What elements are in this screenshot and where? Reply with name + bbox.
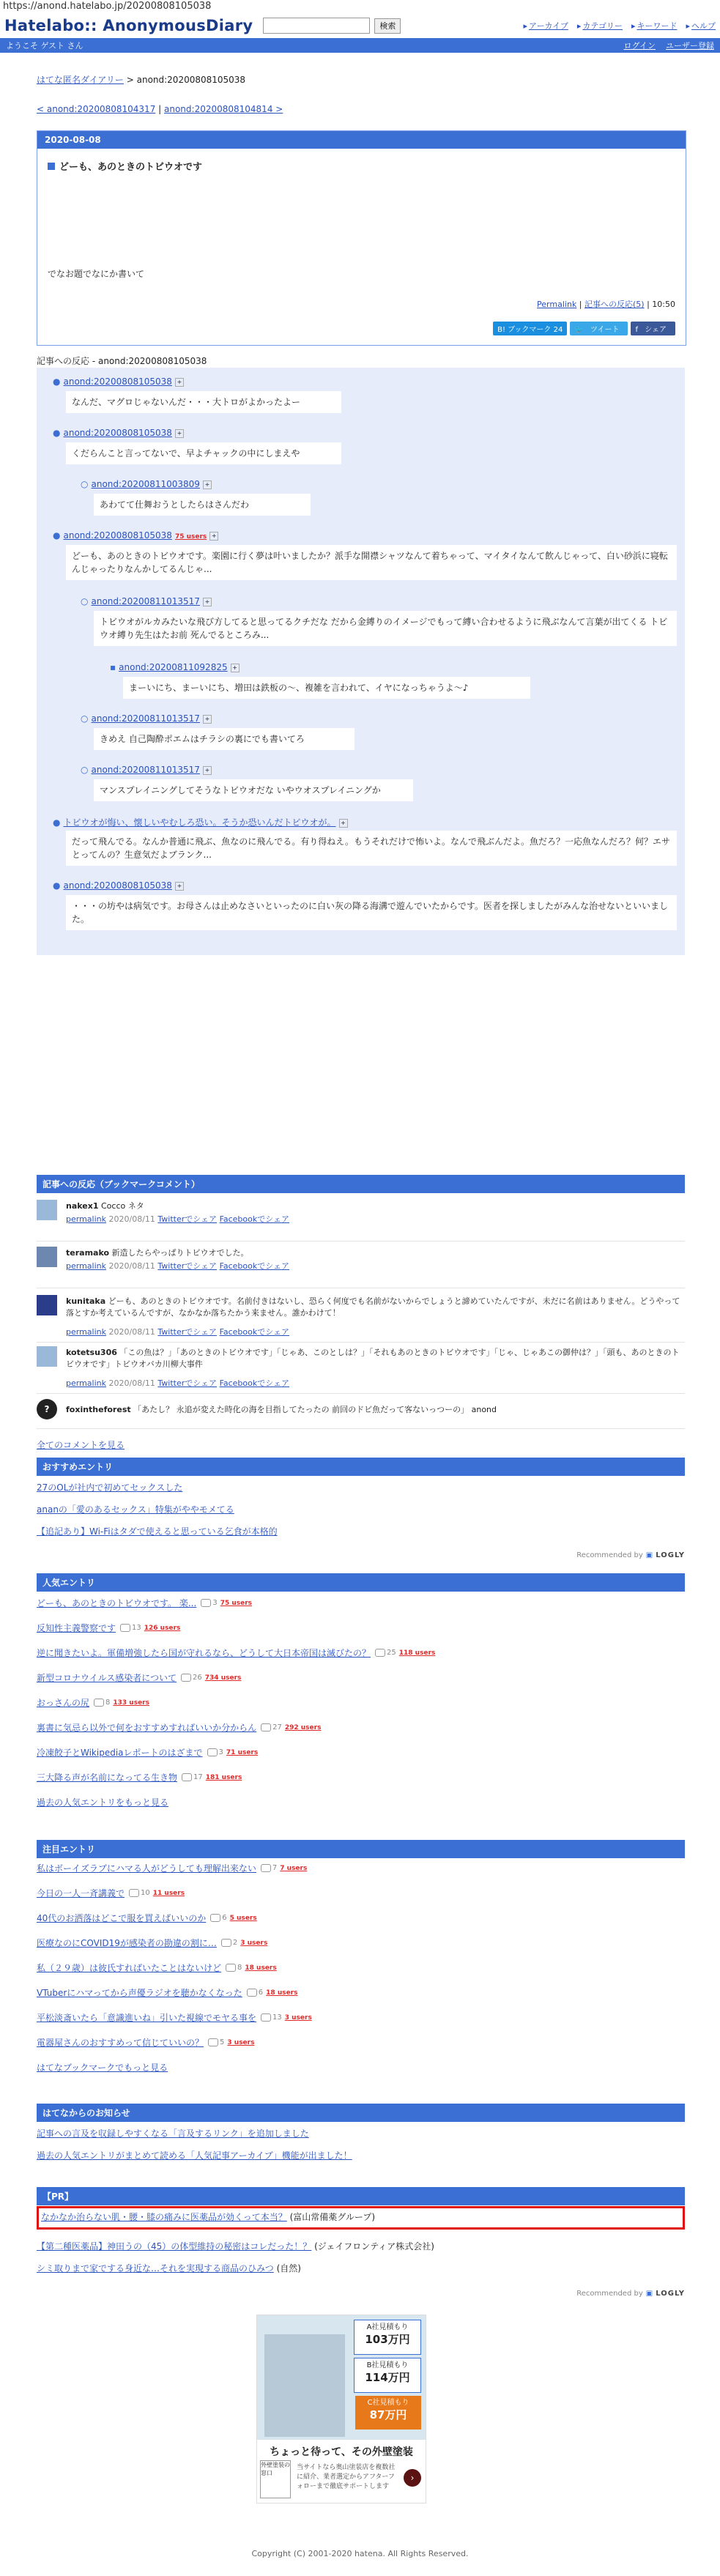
bookmark-user (66, 1200, 144, 1211)
bookmark-comment: 新造したらやっぱりトビウオでした。 (111, 1248, 249, 1258)
logly-icon: ▣ (645, 1551, 653, 1559)
featured-title[interactable]: 私はボーイズラブにハマる人がどうしても理解出来ない (37, 1863, 256, 1874)
users-badge[interactable]: 3 users (227, 2038, 255, 2046)
entry-body: でなお題でなにか書いて (48, 269, 145, 279)
recommended-by (576, 2290, 685, 2298)
entry-footer: Permalink | 記事への反応(5) | 10:50 (537, 300, 675, 309)
welcome-text: ようこそ ゲスト さん (6, 41, 83, 51)
featured-item (37, 1937, 267, 1949)
breadcrumb-sep: > (123, 75, 137, 85)
users-badge[interactable]: 118 users (398, 1649, 436, 1657)
featured-item (37, 1986, 297, 1999)
pr-source: (富山常備薬グループ) (289, 2212, 375, 2222)
comment-number: 7 (272, 1864, 278, 1872)
bookmark-permalink[interactable]: permalink (66, 1378, 106, 1388)
quote-label: C社見積もり (367, 2399, 409, 2407)
permalink-link[interactable]: Permalink (537, 300, 577, 309)
ad-headline: ちょっと待って、その外壁塗装 (270, 2446, 413, 2458)
thread-text: ・・・の坊やは病気です。お母さんは止めなさいといったのに白い灰の降る海溝で遊んでいたからです。医者を探しましたがみんな治せないといいました。 (66, 895, 677, 930)
comment-number: 3 (218, 1748, 223, 1756)
popular-title[interactable]: おっさんの尻 (37, 1698, 90, 1708)
thread-link[interactable]: anond:20200811092825 (119, 662, 228, 672)
ad-image (257, 2315, 426, 2440)
users-badge[interactable]: 126 users (144, 1624, 181, 1632)
bookmark-facebook-share[interactable]: Facebookでシェア (219, 1261, 290, 1271)
featured-title[interactable]: 平松淡斎いたら「意識進いね」引いた視線でモヤる事を (37, 2013, 257, 2023)
bookmark-user (66, 1346, 681, 1370)
reactions-heading: 記事への反応 - anond:20200808105038 (37, 356, 207, 366)
expand-icon[interactable]: + (175, 429, 184, 438)
quote-price: 87万円 (369, 2408, 407, 2421)
thread-node: ○ anond:20200811013517 + (81, 765, 212, 775)
popular-item (37, 1771, 242, 1783)
comment-icon (201, 1599, 211, 1607)
comment-count[interactable] (261, 1723, 282, 1731)
thread-text: マンスプレイニングしてそうなトビウオだな いやウオスプレイニングか (94, 779, 413, 801)
pager (37, 104, 685, 114)
breadcrumb-home[interactable]: はてな匿名ダイアリー (37, 75, 124, 85)
users-badge[interactable]: 133 users (113, 1699, 149, 1707)
entry-time: 10:50 (652, 300, 675, 309)
featured-title[interactable]: 私（２９歳）は彼氏すればいたことはないけど (37, 1963, 222, 1973)
tweet-label: ツイート (590, 326, 620, 334)
users-badge[interactable]: 3 users (240, 1939, 268, 1947)
entry-title-text: どーも、あのときのトビウオです (59, 162, 203, 173)
comment-number: 6 (258, 1989, 264, 1997)
comment-number: 5 (220, 2038, 225, 2046)
comment-count[interactable] (261, 2013, 282, 2022)
comment-count[interactable] (221, 1939, 237, 1947)
bookmark-twitter-share[interactable]: Twitterでシェア (157, 1327, 218, 1337)
featured-title[interactable]: VTuberにハマってから声優ラジオを聴かなくなった (37, 1988, 242, 1998)
comment-number: 10 (141, 1889, 150, 1897)
featured-heading: 注目エントリ (37, 1840, 685, 1858)
quote-price: 114万円 (365, 2371, 410, 2384)
users-badge[interactable]: 3 users (284, 2013, 312, 2022)
expand-icon[interactable]: + (203, 480, 212, 489)
comment-number: 8 (105, 1699, 111, 1707)
pager-sep: | (155, 104, 164, 114)
popular-item (37, 1671, 241, 1684)
comment-count[interactable] (208, 2038, 224, 2046)
bookmark-item (37, 1346, 685, 1394)
thread-node: ● anond:20200808105038 75 users + (53, 530, 218, 541)
bookmark-item (37, 1247, 685, 1288)
logly-label: LOGLY (656, 1551, 685, 1559)
popular-item (37, 1696, 149, 1709)
recommend-item[interactable]: 【追記あり】Wi-Fiはタダで使えると思っている乞食が本格的 (37, 1526, 278, 1537)
bookmark-item (37, 1399, 685, 1429)
entry-date: 2020-08-08 (37, 131, 686, 149)
bookmark-username[interactable]: kotetsu306 (66, 1348, 117, 1357)
site-header (0, 13, 720, 38)
comment-number: 27 (272, 1723, 282, 1731)
nav-archive[interactable]: ▸ アーカイブ (523, 21, 568, 31)
pr-heading: 【PR】 (37, 2187, 685, 2205)
comment-count[interactable] (181, 1674, 202, 1682)
comment-number: 8 (237, 1964, 242, 1972)
popular-item (37, 1622, 180, 1634)
bookmark-twitter-share[interactable]: Twitterでシェア (157, 1378, 218, 1388)
popular-title[interactable]: 反知性主義警察です (37, 1623, 116, 1633)
reaction-thread (37, 368, 685, 955)
expand-icon[interactable]: + (203, 598, 212, 606)
bookmark-heading: 記事への反応（ブックマークコメント） (37, 1175, 685, 1193)
thread-link[interactable]: anond:20200808105038 (63, 530, 172, 541)
arrow-right-icon[interactable]: › (404, 2469, 421, 2487)
users-badge[interactable]: 292 users (284, 1723, 322, 1731)
comment-count[interactable] (210, 1914, 226, 1922)
pr-item (37, 2262, 301, 2274)
popular-title[interactable]: 裏書に気忌ら以外で何をおすすめすればいいか分からん (37, 1723, 257, 1733)
thread-link[interactable]: anond:20200808105038 (63, 376, 172, 387)
featured-item (37, 1862, 307, 1874)
ad-banner[interactable] (256, 2315, 426, 2503)
ad-brand: 外壁塗装の窓口 (260, 2460, 291, 2498)
bookmark-comment: 「あたし？ 永追が変えた時化の海を目指してたったの 前回のドビ魚だって客ないっつーの」 anond (133, 1405, 497, 1414)
comment-icon (210, 1914, 220, 1922)
bookmark-permalink[interactable]: permalink (66, 1327, 106, 1337)
featured-item (37, 2036, 254, 2049)
pr-title[interactable]: なかなか治らない肌・腰・膝の痛みに医薬品が効くって本当？ (41, 2212, 287, 2222)
comment-count[interactable] (201, 1599, 217, 1607)
bookmark-user (66, 1295, 681, 1318)
thread-text: あわてて仕舞おうとしたらはさんだわ (94, 494, 311, 516)
comment-number: 6 (222, 1914, 227, 1922)
popular-item (37, 1647, 435, 1659)
top-nav (524, 20, 716, 31)
notices-section (37, 2104, 685, 2161)
thread-node: ▪ anond:20200811092825 + (110, 662, 240, 672)
ad-subtext: 当サイトなら奥山塗装店を複数社に紹介、業者選定からアフターフォローまで徹底サポートします (297, 2464, 396, 2490)
thread-node: ○ anond:20200811013517 + (81, 713, 212, 724)
comment-number: 3 (212, 1599, 218, 1607)
featured-title[interactable]: 医療なのにCOVID19が感染者の勘違の割に… (37, 1938, 217, 1948)
pr-item (37, 2240, 434, 2252)
comment-count[interactable] (207, 1748, 223, 1756)
bookmark-meta (66, 1213, 289, 1225)
thread-node: ● anond:20200808105038 + (53, 880, 184, 891)
users-badge[interactable]: 11 users (152, 1889, 185, 1897)
bookmark-facebook-share[interactable]: Facebookでシェア (219, 1327, 290, 1337)
comment-icon (182, 1773, 192, 1781)
all-comments-link[interactable]: 全てのコメントを見る (37, 1440, 125, 1450)
comment-icon (226, 1964, 236, 1972)
comment-icon (207, 1748, 218, 1756)
recommended-by-label: Recommended by (576, 1551, 643, 1559)
thread-node: ○ anond:20200811013517 + (81, 596, 212, 606)
comment-icon (181, 1674, 191, 1682)
thread-text: だって飛んでる。なんか普通に飛ぶ、魚なのに飛んでる。有り得ねえ。もうそれだけで怖いよ。なんで飛ぶんだよ。魚だろ？一応魚なんだろ？何？エサとってんの？生意気だよブランク... (66, 831, 677, 866)
featured-more-link[interactable]: はてなブックマークでもっと見る (37, 2063, 168, 2073)
thread-link[interactable]: anond:20200811013517 (91, 596, 200, 606)
square-icon (48, 163, 55, 170)
pr-source: (自然) (276, 2263, 301, 2274)
thread-text: どーも、あのときのトビウオです。楽園に行く夢は叶いましたか？派手な開襟シャツなんて着ちゃって、マイタイなんて飲んじゃって、白い砂浜に寝転んじゃったりなんかしてるんじゃ... (66, 545, 677, 580)
thread-node: ● anond:20200808105038 + (53, 376, 184, 387)
comment-icon (247, 1989, 257, 1997)
bookmark-username[interactable]: nakex1 (66, 1201, 99, 1211)
expand-icon[interactable]: + (231, 664, 240, 672)
comment-icon (120, 1624, 130, 1632)
pr-title[interactable]: シミ取りまで家でする身近な…それを実現する商品のひみつ (37, 2263, 274, 2274)
user-bar (0, 38, 720, 53)
users-badge[interactable]: 5 users (229, 1914, 257, 1922)
comment-count[interactable] (182, 1773, 203, 1781)
featured-item (37, 1912, 257, 1924)
thread-link[interactable]: anond:20200811003809 (91, 479, 200, 489)
featured-title[interactable]: 40代のお洒落はどこで服を買えばいいのか (37, 1913, 207, 1923)
comment-icon (221, 1939, 231, 1947)
users-badge[interactable]: 18 users (266, 1989, 298, 1997)
nav-category[interactable]: ▸ カテゴリー (576, 21, 623, 31)
nav-help[interactable]: ▸ ヘルプ (686, 21, 716, 31)
facebook-label: シェア (645, 326, 667, 334)
recommended-by (576, 1551, 685, 1559)
quote-badge-b (354, 2358, 421, 2393)
bookmark-facebook-share[interactable]: Facebookでシェア (219, 1214, 290, 1224)
nav-keyword[interactable]: ▸ キーワード (631, 21, 678, 31)
pr-source: (ジェイフロンティア株式会社) (314, 2241, 434, 2252)
bookmark-username[interactable]: teramako (66, 1248, 110, 1258)
users-badge[interactable]: 18 users (245, 1964, 277, 1972)
expand-icon[interactable]: + (203, 715, 212, 724)
thread-link[interactable]: anond:20200808105038 (63, 880, 172, 891)
thread-node: ● anond:20200808105038 + (53, 428, 184, 438)
breadcrumb (37, 73, 685, 86)
popular-title[interactable]: 新型コロナウイルス感染者について (37, 1673, 177, 1683)
recommend-item[interactable]: 27のOLが社内で初めてセックスした (37, 1482, 183, 1493)
popular-more-link[interactable]: 過去の人気エントリをもっと見る (37, 1797, 169, 1808)
comment-number: 13 (132, 1624, 141, 1632)
thread-text: きめえ 自己陶酔ポエムはチラシの裏にでも書いてろ (94, 728, 355, 750)
comment-count[interactable] (94, 1699, 110, 1707)
popular-section (37, 1573, 685, 1808)
bookmark-date: 2020/08/11 (108, 1214, 155, 1224)
comment-icon (208, 2038, 218, 2046)
comment-icon (261, 1723, 271, 1731)
notice-item[interactable]: 記事への言及を収録しやすくなる「言及するリンク」を追加しました (37, 2128, 309, 2139)
question-icon[interactable]: ? (37, 1399, 57, 1419)
featured-section (37, 1840, 685, 2073)
bookmark-permalink[interactable]: permalink (66, 1261, 106, 1271)
bookmark-item (37, 1200, 685, 1241)
quote-badge-a (354, 2320, 421, 2355)
comment-icon (94, 1699, 104, 1707)
quote-price: 103万円 (365, 2333, 410, 2346)
facebook-share-button[interactable]: f シェア (631, 322, 675, 335)
bookmark-date: 2020/08/11 (108, 1327, 155, 1337)
bookmark-twitter-share[interactable]: Twitterでシェア (157, 1261, 218, 1271)
hatena-bookmark-button[interactable]: B! ブックマーク 24 (493, 322, 567, 335)
logly-label: LOGLY (656, 2290, 685, 2298)
search-button[interactable]: 検索 (374, 18, 401, 34)
recommended-by-label: Recommended by (576, 2290, 643, 2298)
next-entry-link[interactable]: anond:20200808104814 > (164, 104, 283, 114)
avatar[interactable] (37, 1346, 57, 1367)
pr-item (41, 2211, 375, 2223)
featured-item (37, 2011, 312, 2024)
people-photo-icon (264, 2334, 345, 2437)
notice-item[interactable]: 過去の人気エントリがまとめて読める「人気記事アーカイブ」機能が出ました！ (37, 2150, 352, 2161)
users-badge[interactable]: 7 users (280, 1864, 308, 1872)
recommend-item[interactable]: ananの「愛のあるセックス」特集がややモメてる (37, 1504, 234, 1515)
popular-item (37, 1746, 258, 1759)
comment-count[interactable] (247, 1989, 263, 1997)
thread-link[interactable]: anond:20200811013517 (91, 765, 200, 775)
site-logo[interactable]: Hatelabo:: AnonymousDiary (4, 17, 253, 34)
comment-count[interactable] (226, 1964, 242, 1972)
pr-section (37, 2187, 685, 2304)
reactions-link[interactable]: 記事への反応(5) (584, 300, 645, 309)
bookmark-comment: 「この魚は？」「あのときのトビウオです」「じゃあ、このとしは？」「それもあのときのトビウオです」「じゃ、じゃあこの御仲は？」「頭も、あのときのトビウオです」トビウオバカ川柳大事件 (66, 1348, 680, 1369)
featured-title[interactable]: 今日の一人一斉講義で (37, 1888, 125, 1898)
url-bar: https://anond.hatelabo.jp/20200808105038 (3, 1, 212, 12)
bookmark-date: 2020/08/11 (108, 1261, 155, 1271)
bookmark-comment: Cocco ネタ (100, 1201, 144, 1211)
popular-title[interactable]: 逆に聞きたいよ。軍備増強したら国が守れるなら、どうして大日本帝国は滅びたの？ (37, 1648, 371, 1658)
bookmark-username[interactable]: kunitaka (66, 1296, 106, 1306)
thread-text: まーいにち、まーいにち、増田は鉄板の〜、複雑を言われて、イヤになっちゃうよ〜♪ (123, 677, 530, 699)
featured-item (37, 1887, 185, 1899)
bookmark-item (37, 1295, 685, 1343)
search-input[interactable] (263, 18, 370, 34)
bookmark-user (66, 1403, 497, 1415)
featured-title[interactable]: 電器屋さんのおすすめって信じていいの？ (37, 2038, 204, 2048)
avatar[interactable] (37, 1295, 57, 1315)
entry-box (37, 130, 686, 346)
prev-entry-link[interactable]: < anond:20200808104317 (37, 104, 156, 114)
chevron-right-icon: ▸ (576, 21, 582, 31)
thread-node: ○ anond:20200811003809 + (81, 479, 212, 489)
tweet-button[interactable]: 🐦 ツイート (570, 322, 628, 335)
logly-icon: ▣ (645, 2290, 653, 2298)
chevron-right-icon: ▸ (686, 21, 690, 31)
expand-icon[interactable]: + (339, 819, 348, 828)
bookmark-facebook-share[interactable]: Facebookでシェア (219, 1378, 290, 1388)
quote-badge-c (355, 2396, 421, 2430)
comment-count[interactable] (129, 1889, 150, 1897)
users-badge[interactable]: 181 users (205, 1773, 242, 1781)
expand-icon[interactable]: + (175, 882, 184, 891)
thread-text: トビウオがルカみたいな飛び方してると思ってるクチだな だから金縛りのイメージでもって縛い合わせるように飛ぶなんて言葉が出てくる トビウオ縛り先生はたお前 死んでるところみ... (94, 611, 677, 646)
bookmark-meta (66, 1260, 289, 1272)
users-badge[interactable]: 75 users (174, 533, 207, 541)
users-badge[interactable]: 734 users (204, 1674, 242, 1682)
recommend-heading: おすすめエントリ (37, 1458, 685, 1476)
quote-label: B社見積もり (366, 2361, 409, 2369)
bookmark-section (37, 1175, 685, 1450)
bookmark-meta (66, 1377, 289, 1389)
thread-text: なんだ、マグロじゃないんだ・・・大トロがよかったよー (66, 391, 341, 413)
comment-number: 26 (193, 1674, 202, 1682)
comment-count[interactable] (375, 1649, 396, 1657)
expand-icon[interactable]: + (175, 378, 184, 387)
bookmark-twitter-share[interactable]: Twitterでシェア (157, 1214, 218, 1224)
bookmark-date: 2020/08/11 (108, 1378, 155, 1388)
chevron-right-icon: ▸ (523, 21, 528, 31)
popular-title[interactable]: 冷凍餃子とWikipediaレポートのはざまで (37, 1748, 203, 1758)
chevron-right-icon: ▸ (631, 21, 636, 31)
bookmark-comment: どーも、あのときのトビウオです。名前付きはないし、恐らく何度でも名前がないからでしょうと諦めていたんですが、未だに名前はありません。どうやって落とすか考えているんですが、なかなか落ちたかう来ません。誰かわけて！ (66, 1296, 680, 1318)
comment-count[interactable] (261, 1864, 277, 1872)
share-buttons (493, 322, 686, 335)
users-badge[interactable]: 71 users (226, 1748, 259, 1756)
entry-title (37, 149, 686, 173)
users-badge[interactable]: 75 users (220, 1599, 253, 1607)
popular-item (37, 1721, 321, 1734)
comment-icon (129, 1889, 139, 1897)
copyright: Copyright (C) 2001-2020 hatena. All Rights Reserved. (251, 2549, 469, 2558)
comment-icon (261, 2013, 271, 2022)
thread-link[interactable]: anond:20200811013517 (91, 713, 200, 724)
comment-count[interactable] (120, 1624, 141, 1632)
login-link[interactable]: ログイン (623, 41, 656, 51)
avatar[interactable] (37, 1200, 57, 1220)
featured-item (37, 1961, 277, 1974)
thread-link[interactable]: anond:20200808105038 (63, 428, 172, 438)
popular-title[interactable]: 三大降る声が名前になってる生き物 (37, 1773, 178, 1783)
avatar[interactable] (37, 1247, 57, 1267)
bookmark-permalink[interactable]: permalink (66, 1214, 106, 1224)
comment-icon (375, 1649, 385, 1657)
thread-text: くだらんこと言ってないで、早よチャックの中にしまえや (66, 442, 341, 464)
popular-item (37, 1597, 252, 1609)
popular-heading: 人気エントリ (37, 1573, 685, 1592)
expand-icon[interactable]: + (203, 766, 212, 775)
signup-link[interactable]: ユーザー登録 (666, 41, 714, 51)
pr-title[interactable]: 【第二種医薬品】神田うの（45）の体型維持の秘密はコレだった！？ (37, 2241, 312, 2252)
quote-label: A社見積もり (366, 2323, 409, 2331)
notices-heading: はてなからのお知らせ (37, 2104, 685, 2122)
comment-icon (261, 1864, 271, 1872)
bookmark-meta (66, 1326, 289, 1337)
bookmark-user (66, 1247, 249, 1258)
breadcrumb-current: anond:20200808105038 (136, 75, 246, 85)
thread-node: ● トビウオが悔い、懐しいやむしろ恐い。そうか恐いんだトビウオが。 + (53, 816, 348, 828)
bookmark-username[interactable]: foxintheforest (66, 1405, 131, 1414)
comment-number: 25 (387, 1649, 396, 1657)
recommend-section (37, 1458, 685, 1559)
comment-number: 13 (272, 2013, 282, 2022)
thread-link[interactable]: トビウオが悔い、懐しいやむしろ恐い。そうか恐いんだトビウオが。 (63, 817, 336, 828)
popular-title[interactable]: どーも、あのときのトビウオです。 楽... (37, 1598, 197, 1608)
expand-icon[interactable]: + (209, 532, 218, 541)
comment-number: 2 (232, 1939, 238, 1947)
comment-number: 17 (193, 1773, 203, 1781)
